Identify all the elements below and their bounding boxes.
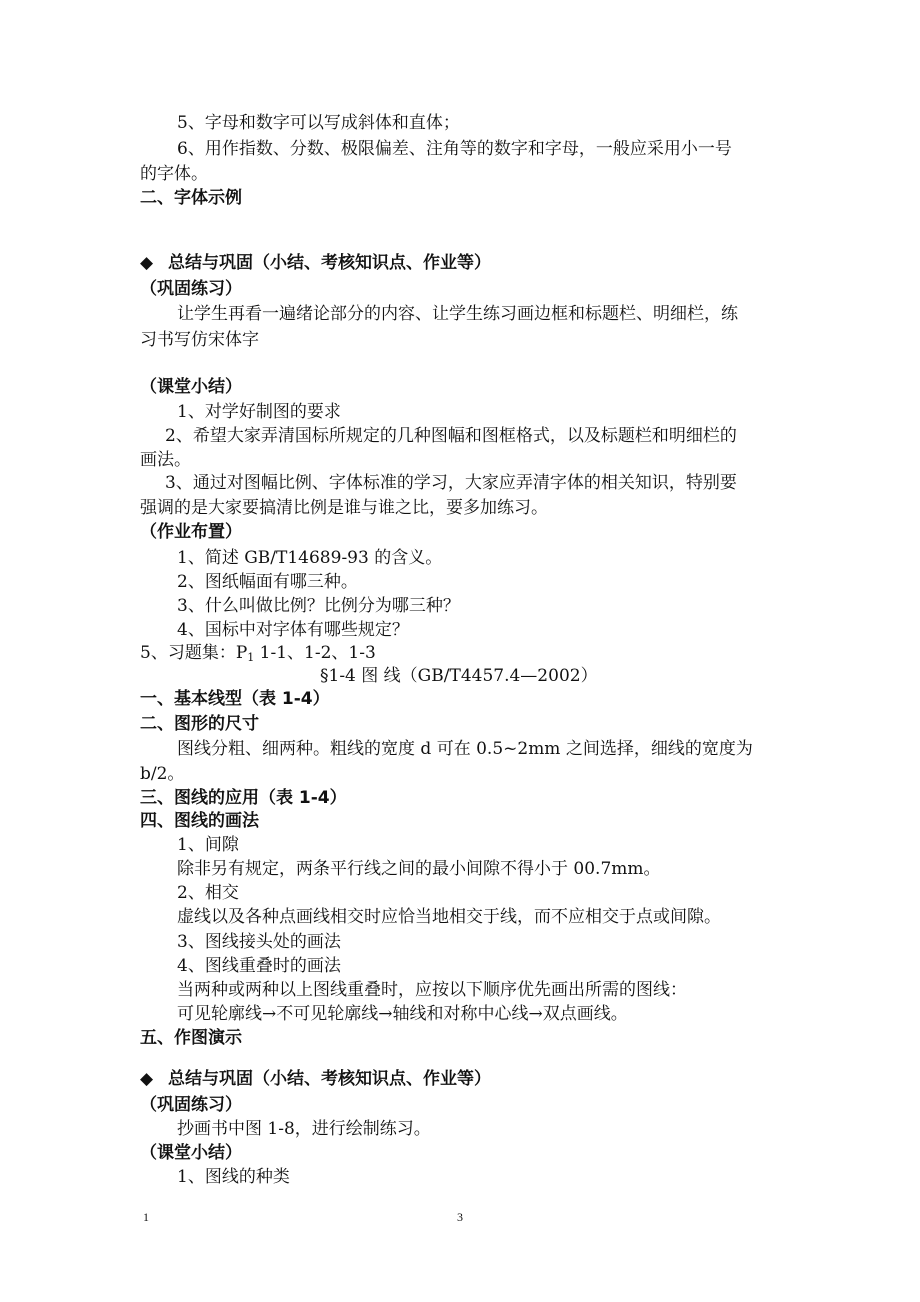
summary-heading: [140, 1068, 491, 1090]
text-line: 3、图线接头处的画法: [177, 932, 341, 952]
subheading: （课堂小结）: [140, 377, 242, 397]
subheading: （作业布置）: [140, 522, 242, 542]
text-line: 图线分粗、细两种。粗线的宽度 d 可在 0.5~2mm 之间选择，细线的宽度为: [177, 739, 753, 759]
text-line: 抄画书中图 1-8，进行绘制练习。: [177, 1119, 431, 1139]
section-heading: 二、字体示例: [140, 188, 242, 208]
text-line: 让学生再看一遍绪论部分的内容、让学生练习画边框和标题栏、明细栏，练: [177, 304, 738, 324]
text-line: 除非另有规定，两条平行线之间的最小间隙不得小于 00.7mm。: [177, 859, 661, 879]
text-line: 4、图线重叠时的画法: [177, 956, 341, 976]
subheading: （巩固练习）: [140, 279, 242, 299]
text-line: 当两种或两种以上图线重叠时，应按以下顺序优先画出所需的图线：: [177, 980, 687, 1000]
chapter-title: §1-4 图 线（GB/T4457.4—2002）: [320, 666, 598, 686]
text-line: 3、通过对图幅比例、字体标准的学习，大家应弄清字体的相关知识，特别要: [165, 473, 737, 493]
text-line: 1、对学好制图的要求: [177, 402, 341, 422]
section-heading: 四、图线的画法: [140, 811, 259, 831]
text-line: b/2。: [140, 764, 185, 784]
subscript: 1: [247, 651, 255, 664]
page-number: 3: [457, 1210, 463, 1224]
text-line: 2、相交: [177, 883, 239, 903]
text-line: 1、间隙: [177, 835, 239, 855]
summary-heading-label: 总结与巩固（小结、考核知识点、作业等）: [168, 253, 491, 273]
text-line: 强调的是大家要搞清比例是谁与谁之比，要多加练习。: [140, 498, 548, 518]
text-line: 2、图纸幅面有哪三种。: [177, 572, 358, 592]
summary-heading: [140, 252, 491, 274]
subheading: （课堂小结）: [140, 1143, 242, 1163]
text-line: 5、字母和数字可以写成斜体和直体；: [177, 113, 460, 133]
text-line: 虚线以及各种点画线相交时应恰当地相交于线，而不应相交于点或间隙。: [177, 907, 721, 927]
text-line: 2、希望大家弄清国标所规定的几种图幅和图框格式，以及标题栏和明细栏的: [165, 426, 737, 446]
section-heading: 二、图形的尺寸: [140, 714, 259, 734]
diamond-bullet-icon: ◆: [140, 253, 154, 273]
text-line: 4、国标中对字体有哪些规定？: [177, 620, 409, 640]
text-line: 3、什么叫做比例？比例分为哪三种？: [177, 596, 460, 616]
text-line: 画法。: [140, 450, 191, 470]
text-line: 6、用作指数、分数、极限偏差、注角等的数字和字母，一般应采用小一号: [177, 139, 732, 159]
summary-heading-label: 总结与巩固（小结、考核知识点、作业等）: [168, 1069, 491, 1089]
text-line: 5、习题集：$P_1$ 1-1、1-2、1-3: [140, 643, 376, 664]
text-line: 的字体。: [140, 164, 208, 184]
text-line: 1、简述 GB/T14689-93 的含义。: [177, 548, 443, 568]
footer-left: 1: [143, 1210, 149, 1224]
section-heading: 五、作图演示: [140, 1028, 242, 1048]
section-heading: 三、图线的应用（表 1-4）: [140, 788, 347, 808]
section-heading: 一、基本线型（表 1-4）: [140, 689, 330, 709]
text-line: 习书写仿宋体字: [140, 330, 259, 350]
subheading: （巩固练习）: [140, 1095, 242, 1115]
text-line: 1、图线的种类: [177, 1167, 290, 1187]
diamond-bullet-icon: ◆: [140, 1069, 154, 1089]
text-line: 可见轮廓线→不可见轮廓线→轴线和对称中心线→双点画线。: [177, 1004, 628, 1024]
